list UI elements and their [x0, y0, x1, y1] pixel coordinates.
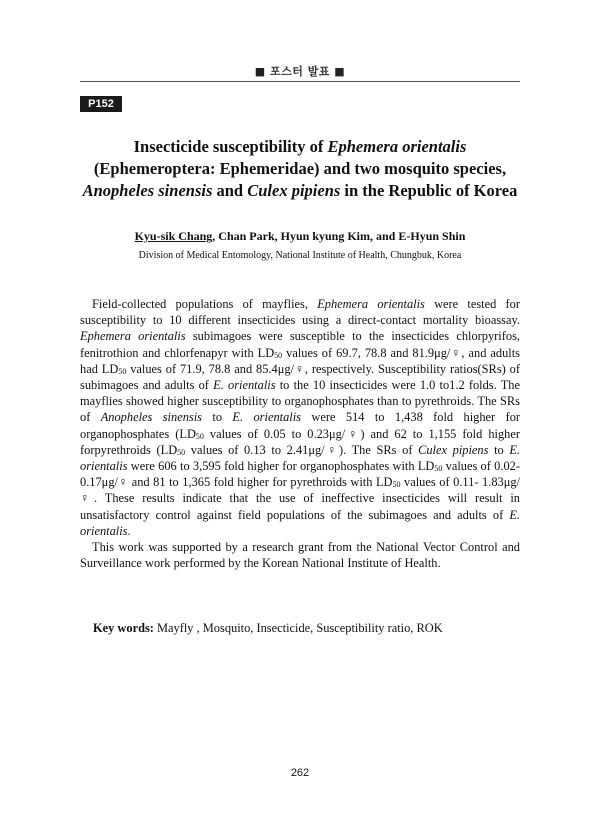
species-name: E. orientalis: [80, 507, 520, 538]
abstract-text: values of 0.02-0.17μg/♀ and 81 to 1,365 fold higher for pyrethroids with LD: [80, 459, 520, 490]
title-line-3: [60, 180, 540, 202]
species-name: E. orientalis: [80, 442, 521, 474]
subscript: 50: [195, 431, 204, 441]
abstract-text: values of 69.7, 78.8 and 81.9μg/♀, and adults had LD: [80, 345, 520, 376]
title-line-2: (Ephemeroptera: Ephemeridae) and two mosquito species,: [93, 159, 507, 178]
species-name: Anopheles sinensis: [100, 410, 202, 425]
header-divider: [80, 81, 520, 82]
abstract-paragraph-2: This work was supported by a research grant from the National Vector Control and Surveillance work performed by the Korean National Institute of Health.: [80, 540, 520, 571]
keywords-value: Mayfly , Mosquito, Insecticide, Susceptibility ratio, ROK: [153, 621, 443, 635]
abstract-text: to: [488, 442, 510, 457]
co-authors: , Chan Park, Hyun kyung Kim, and E-Hyun Shin: [212, 229, 466, 243]
title-text: in the Republic of Korea: [340, 181, 518, 200]
poster-id-badge: P152: [80, 96, 122, 112]
abstract-text: .: [127, 523, 131, 538]
abstract-body: [80, 296, 520, 571]
title-species-anopheles: Anopheles sinensis: [82, 181, 213, 200]
abstract-text: values of 0.11- 1.83μg/♀. These results indicate that the use of ineffective insecticides will result in unsatisfactory control against field populations of the subimagoes and adults of: [80, 475, 520, 522]
author-list: [0, 229, 600, 244]
subscript: 50: [434, 464, 443, 474]
species-name: E. orientalis: [232, 410, 301, 425]
abstract-text: to the 10 insecticides were 1.0 to1.2 folds. The mayflies showed higher susceptibility to organophosphates than to pyrethroids. The SRs of: [80, 378, 520, 425]
species-name: Ephemera orientalis: [317, 297, 425, 311]
title-line-1: [60, 136, 540, 158]
abstract-text: values of 0.05 to 0.23μg/♀) and 62 to 1,155 fold higher forpyrethroids (LD: [80, 426, 520, 457]
title-species-ephemera: Ephemera orientalis: [327, 137, 467, 156]
subscript: 50: [118, 366, 127, 376]
affiliation: Division of Medical Entomology, National Institute of Health, Chungbuk, Korea: [138, 250, 462, 261]
abstract-text: were 606 to 3,595 fold higher for organophosphates with LD: [127, 459, 435, 474]
species-name: Culex pipiens: [418, 442, 489, 457]
abstract-paragraph-1: [80, 296, 520, 539]
keywords-label: Key words:: [93, 621, 154, 635]
page-number: 262: [290, 767, 310, 779]
section-header: ■ 포스터 발표 ■: [254, 65, 346, 78]
subscript: 50: [392, 480, 401, 490]
abstract-text: were 514 to 1,438 fold higher for organophosphates (LD: [80, 410, 521, 441]
keywords: [93, 621, 443, 636]
species-name: Ephemera orientalis: [80, 329, 186, 344]
subscript: 50: [177, 447, 186, 457]
title-species-culex: Culex pipiens: [247, 181, 341, 200]
abstract-text: values of 0.13 to 2.41μg/♀). The SRs of: [185, 442, 419, 457]
abstract-text: subimagoes were susceptible to the insecticides chlorpyrifos, fenitrothion and chlorfenapyr with LD: [80, 329, 520, 360]
subscript: 50: [274, 350, 283, 360]
paper-title: [60, 136, 540, 202]
species-name: E. orientalis: [213, 378, 276, 393]
title-text: Insecticide susceptibility of: [133, 137, 328, 156]
abstract-text: to: [201, 410, 233, 425]
abstract-text: Field-collected populations of mayflies,: [92, 297, 318, 311]
abstract-text: values of 71.9, 78.8 and 85.4μg/♀, respectively. Susceptibility ratios(SRs) of subimagoes and adults of: [80, 361, 520, 393]
abstract-text: were tested for susceptibility to 10 different insecticides using a direct-contact mortality bioassay.: [80, 297, 520, 328]
presenting-author: Kyu-sik Chang: [134, 229, 213, 243]
title-text: and: [212, 181, 248, 200]
